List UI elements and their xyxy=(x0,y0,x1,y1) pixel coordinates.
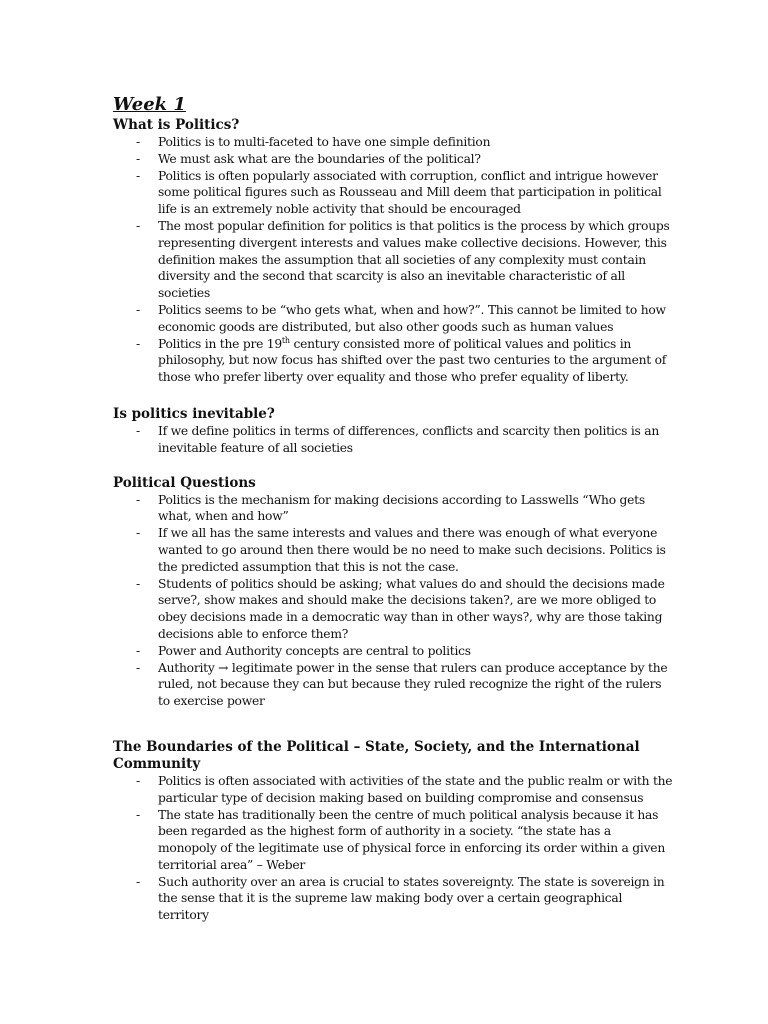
section-what-is-politics xyxy=(113,117,673,386)
page-title: Week 1 xyxy=(113,94,186,115)
bullet-dash: - xyxy=(136,807,140,822)
bullet-dash: - xyxy=(136,660,140,675)
list-item: - The most popular definition for politics is that politics is the process by which groups representing divergent interests and values make collective decisions. However, this definition makes the assumption that all societies of any complexity must contain diversity and the second that scarcity is also an inevitable characteristic of all societies xyxy=(136,218,670,301)
list-item: - Power and Authority concepts are central to politics xyxy=(136,643,471,658)
bullet-list xyxy=(113,134,673,386)
bullet-dash: - xyxy=(136,526,140,541)
section-heading: Political Questions xyxy=(113,474,256,491)
list-item: - We must ask what are the boundaries of the political? xyxy=(136,151,481,166)
list-item: - If we define politics in terms of differences, conflicts and scarcity then politics is an inevitable feature of all societies xyxy=(136,423,660,455)
list-item: - Politics in the pre 19th century consisted more of political values and politics in philosophy, but now focus has shifted over the past two centuries to the argument of those who prefer liberty over equality and those who prefer equality of liberty. xyxy=(136,335,667,385)
bullet-dash: - xyxy=(136,336,140,351)
bullet-dash: - xyxy=(136,135,140,149)
list-item: - Students of politics should be asking; what values do and should the decisions made serve?, show makes and should make the decisions taken?, are we more obliged to obey decisions made in a democratic way than in other ways?, why are those taking decisions able to enforce them? xyxy=(136,576,665,641)
bullet-dash: - xyxy=(136,302,140,317)
bullet-dash: - xyxy=(136,773,140,788)
list-item: - Politics seems to be “who gets what, when and how?”. This cannot be limited to how economic goods are distributed, but also other goods such as human values xyxy=(136,302,666,334)
list-item: - Politics is to multi-faceted to have one simple definition xyxy=(136,135,491,149)
list-item: - Politics is often popularly associated with corruption, conflict and intrigue however some political figures such as Rousseau and Mill deem that participation in political life is an extremely noble activity that should be encouraged xyxy=(136,168,662,217)
section-heading: Is politics inevitable? xyxy=(113,405,275,422)
list-item: - Such authority over an area is crucial to states sovereignty. The state is sovereign in the sense that it is the supreme law making body over a certain geographical territory xyxy=(136,874,665,923)
bullet-dash: - xyxy=(136,218,140,233)
section-heading: What is Politics? xyxy=(113,117,240,133)
section-is-politics-inevitable xyxy=(113,406,673,457)
bullet-dash: - xyxy=(136,151,140,166)
list-item: - If we all has the same interests and values and there was enough of what everyone wanted to go around then there would be no need to make such decisions. Politics is the predicted assumption that this is not the case. xyxy=(136,526,666,574)
list-item: - Authority → legitimate power in the sense that rulers can produce acceptance by the ruled, not because they can but because they ruled recognize the right of the rulers to exercise power xyxy=(136,660,668,709)
bullet-dash: - xyxy=(136,492,140,507)
bullet-list xyxy=(113,492,673,710)
bullet-dash: - xyxy=(136,576,140,591)
section-political-questions xyxy=(113,475,673,710)
list-item: - Politics is the mechanism for making decisions according to Lasswells “Who gets what, when and how” xyxy=(136,492,645,524)
bullet-dash: - xyxy=(136,874,140,889)
document-body xyxy=(113,93,673,924)
bullet-list xyxy=(113,423,673,457)
bullet-list xyxy=(113,773,673,924)
section-boundaries-of-the-political xyxy=(113,739,673,924)
list-item: - The state has traditionally been the centre of much political analysis because it has been regarded as the highest form of authority in a society. “the state has a monopoly of the legitimate use of physical force in enforcing its order within a given territorial area” – Weber xyxy=(136,807,665,872)
bullet-dash: - xyxy=(136,168,140,183)
bullet-dash: - xyxy=(136,423,140,438)
section-heading: The Boundaries of the Political – State, Society, and the International Community xyxy=(113,738,640,772)
bullet-dash: - xyxy=(136,643,140,658)
list-item: - Politics is often associated with activities of the state and the public realm or with the particular type of decision making based on building compromise and consensus xyxy=(136,773,673,805)
